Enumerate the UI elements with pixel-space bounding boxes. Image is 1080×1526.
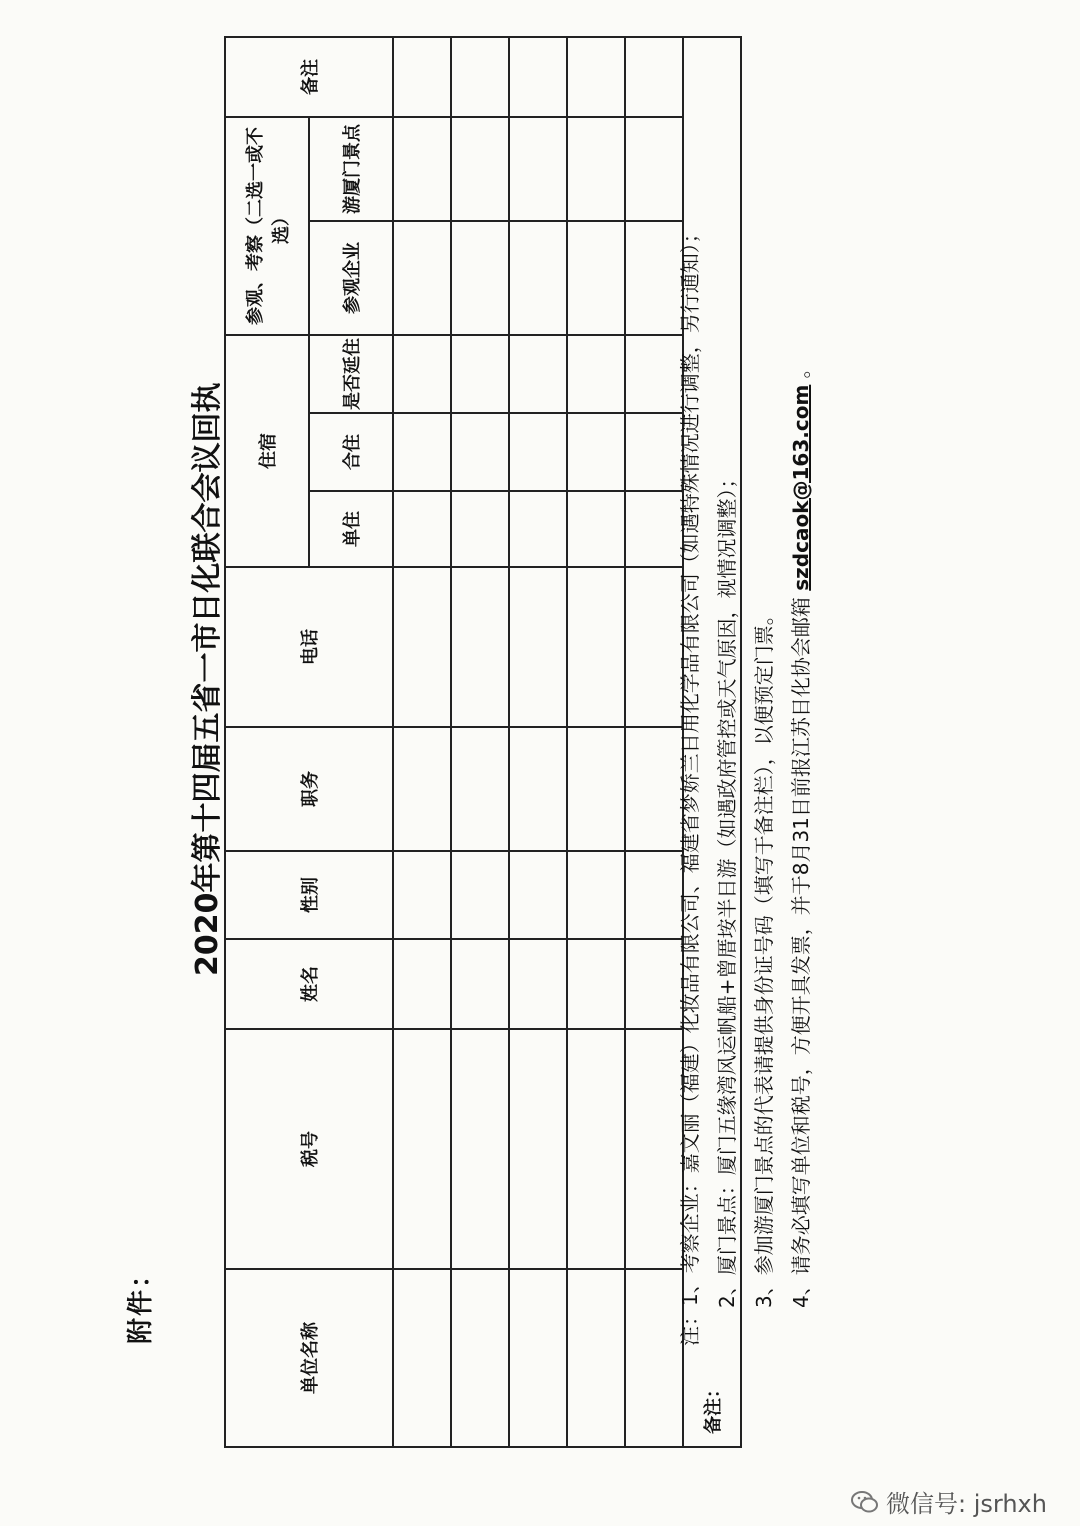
wechat-icon bbox=[850, 1489, 880, 1515]
note-2: 2、厦门景点：厦门五缘湾风运帆船+曾厝垵半日游（如遇政府管控或天气原因，视情况调整）； bbox=[715, 468, 739, 1308]
table-row bbox=[451, 37, 509, 1447]
header-visit: 参观、考察（二选一或不选） bbox=[225, 117, 309, 335]
header-phone: 电话 bbox=[225, 567, 393, 727]
note-1: 注：1、考察企业：嘉文丽（福建）化妆品有限公司、福建省梦娇兰日用化学品有限公司（如遇特殊情况进行调整，另行通知）； bbox=[678, 223, 702, 1346]
header-tax-no: 税号 bbox=[225, 1029, 393, 1269]
header-company: 单位名称 bbox=[225, 1269, 393, 1447]
header-visit-company: 参观企业 bbox=[309, 221, 393, 335]
header-position: 职务 bbox=[225, 727, 393, 851]
header-name: 姓名 bbox=[225, 939, 393, 1029]
table-row bbox=[567, 37, 625, 1447]
wechat-watermark bbox=[850, 1484, 1047, 1519]
note-3: 3、参加游厦门景点的代表请提供身份证号码（填写于备注栏），以便预定门票。 bbox=[752, 605, 776, 1308]
header-lodging: 住宿 bbox=[225, 335, 309, 567]
watermark-text: 微信号: jsrhxh bbox=[886, 1490, 1047, 1518]
reply-form-table bbox=[224, 36, 742, 1448]
header-gender: 性别 bbox=[225, 851, 393, 939]
table-row bbox=[393, 37, 451, 1447]
header-lodging-single: 单住 bbox=[309, 491, 393, 567]
note-4: 4、请务必填写单位和税号，方便开具发票，并于8月31日前报江苏日化协会邮箱 szdcaok@163.com 。 bbox=[789, 358, 813, 1308]
table-row bbox=[509, 37, 567, 1447]
remark-label: 备注： bbox=[703, 1380, 724, 1434]
notes bbox=[672, 56, 820, 1346]
document-title: 2020年第十四届五省一市日化联合会议回执 bbox=[190, 382, 225, 976]
email-address: szdcaok@163.com bbox=[789, 384, 813, 591]
header-lodging-extend: 是否延住 bbox=[309, 335, 393, 413]
header-lodging-shared: 合住 bbox=[309, 413, 393, 491]
header-visit-xiamen: 游厦门景点 bbox=[309, 117, 393, 221]
attachment-label: 附件： bbox=[126, 1259, 156, 1344]
header-remarks: 备注 bbox=[225, 37, 393, 117]
